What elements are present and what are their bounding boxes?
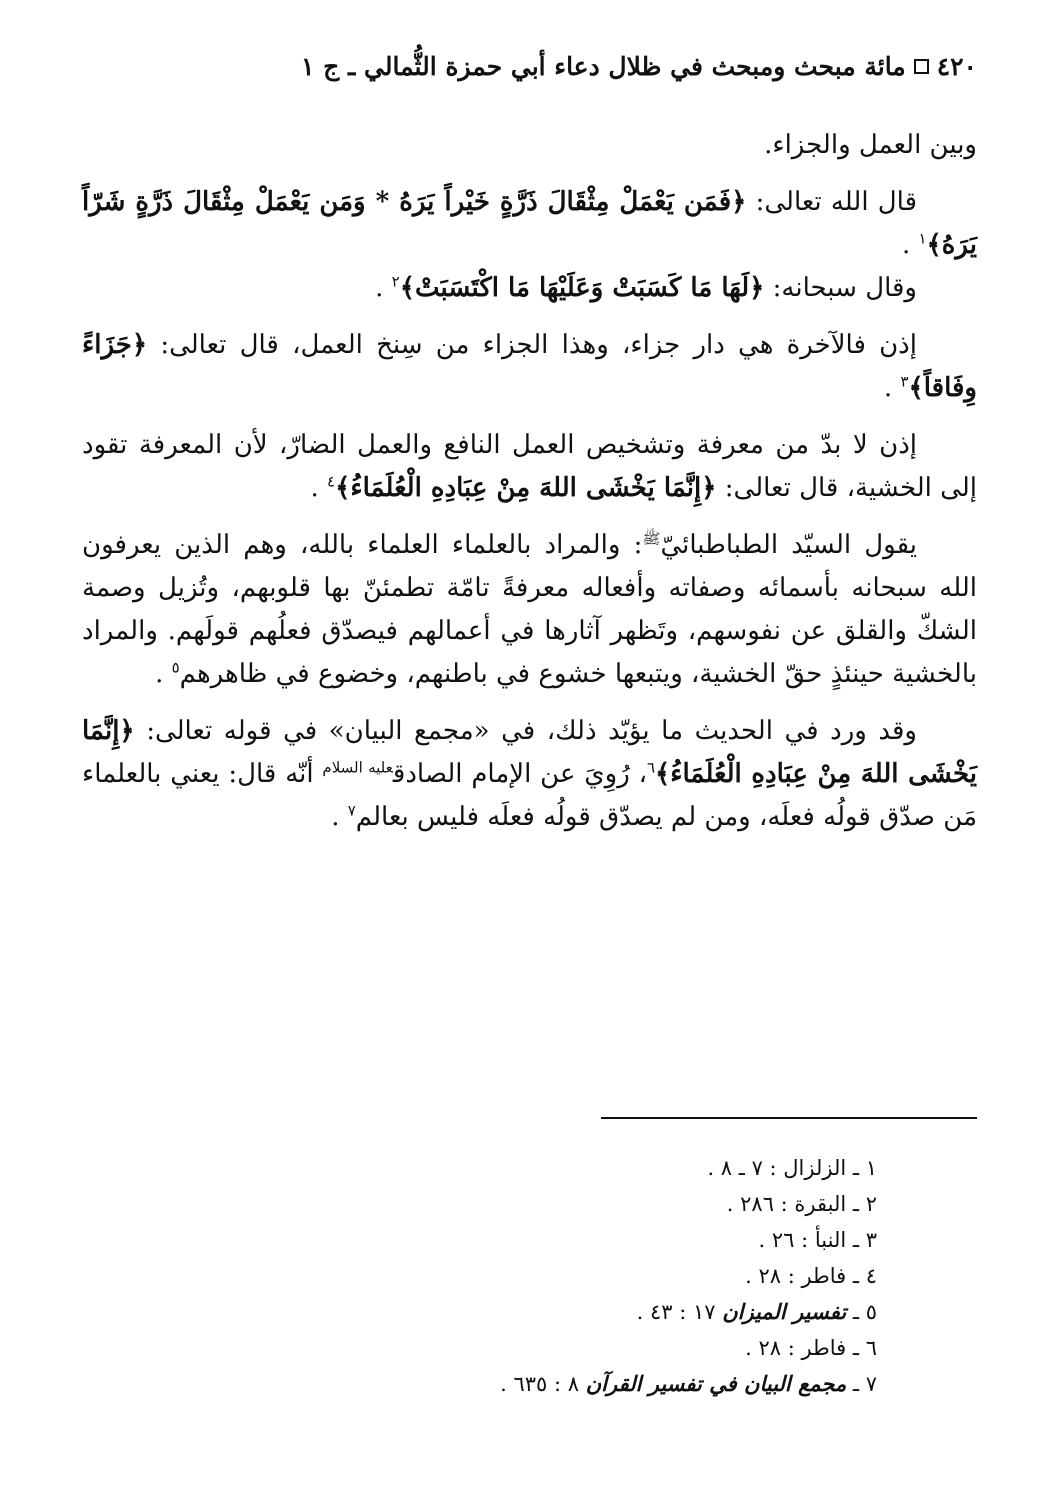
paragraph-6: يقول السيّد الطباطبائيّ$^ﷺ$: والمراد بالعلماء العلماء بالله، وهم الذين يعرفون الله سبحانه بأسمائه وصفاته وأفعاله معرفةً تامّة تطمئنّ بها قلوبهم، وتُزيل وصمة الشكّ والقلق عن نفوسهم، وتَظهر آثارها في أعمالهم فيصدّق فعلُهم قولَهم. والمراد بالخشية حينئذٍ حقّ الخشية، ويتبعها خشوع في باطنهم، وخضوع في ظاهرهم$^٥$ . [82,529,977,689]
footnotes-list [177,1150,877,1402]
page-number: ٤٢٠ [936,52,977,81]
footnote-marker: ٣ [900,372,909,391]
footnote-item: ٣ ـ النبأ : ٢٦ . [758,1228,877,1252]
quran-verse: ﴿لَهَا مَا كَسَبَتْ وَعَلَيْهَا مَا اكْتَسَبَتْ﴾ [399,273,765,303]
footnote-divider [601,1117,977,1119]
honorific-symbol: عليه السلام [322,758,393,777]
footnote-item: ٥ ـ تفسير الميزان ١٧ : ٤٣ . [636,1299,877,1324]
footnote-marker: ٤ [327,472,336,491]
paragraph-3: وقال سبحانه: ﴿لَهَا مَا كَسَبَتْ وَعَلَيْهَا مَا اكْتَسَبَتْ﴾$^٢$ . [375,272,917,303]
footnote-item: ١ ـ الزلزال : ٧ ـ ٨ . [707,1156,877,1180]
footnote-item: ٧ ـ مجمع البيان في تفسير القرآن ٨ : ٦٣٥ . [500,1371,877,1396]
footnote-item: ٦ ـ فاطر : ٢٨ . [745,1336,877,1360]
footnote-marker: ٧ [347,801,356,820]
source-title: تفسير الميزان [722,1299,847,1324]
running-header [301,52,977,81]
footnote-item: ٢ ـ البقرة : ٢٨٦ . [726,1192,877,1216]
source-title: مجمع البيان في تفسير القرآن [585,1371,847,1396]
running-title: مائة مبحث ومبحث في ظلال دعاء أبي حمزة الثُّمالي ـ ج ١ [301,52,906,81]
footnote-item: ٤ ـ فاطر : ٢٨ . [745,1264,877,1288]
main-text [82,124,977,853]
quran-verse: ﴿إِنَّمَا يَخْشَى اللهَ مِنْ عِبَادِهِ الْعُلَمَاءُ﴾ [82,716,977,789]
paragraph-7: وقد ورد في الحديث ما يؤيّد ذلك، في «مجمع البيان» في قوله تعالى: ﴿إِنَّمَا يَخْشَى اللهَ مِنْ عِبَادِهِ الْعُلَمَاءُ﴾$^٦$، رُوِيَ عن الإمام الصادق$^{عليه السلام}$ أنّه قال: يعني بالعلماء مَن صدّق قولُه فعلَه، ومن لم يصدّق قولُه فعلَه فليس بعالم$^٧$ . [82,716,977,832]
paragraph-4: إذن فالآخرة هي دار جزاء، وهذا الجزاء من سِنخ العمل، قال تعالى: ﴿جَزَاءً وِفَاقاً﴾$^٣$ . [82,330,977,403]
footnote-marker: ٦ [646,758,656,777]
paragraph-5: إذن لا بدّ من معرفة وتشخيص العمل النافع والعمل الضارّ، لأن المعرفة تقود إلى الخشية، قال تعالى: ﴿إِنَّمَا يَخْشَى اللهَ مِنْ عِبَادِهِ الْعُلَمَاءُ﴾$^٤$ . [82,430,977,503]
quran-verse: ﴿فَمَن يَعْمَلْ مِثْقَالَ ذَرَّةٍ خَيْراً يَرَهُ * وَمَن يَعْمَلْ مِثْقَالَ ذَرَّةٍ شَرّاً يَرَهُ﴾ [82,187,977,260]
footnote-marker: ٢ [391,272,400,291]
quran-verse: ﴿جَزَاءً وِفَاقاً﴾ [82,330,977,403]
square-ornament-icon [914,59,929,74]
quran-verse: ﴿إِنَّمَا يَخْشَى اللهَ مِنْ عِبَادِهِ الْعُلَمَاءُ﴾ [335,473,717,503]
paragraph-2: قال الله تعالى: ﴿فَمَن يَعْمَلْ مِثْقَالَ ذَرَّةٍ خَيْراً يَرَهُ * وَمَن يَعْمَلْ مِثْقَالَ ذَرَّةٍ شَرّاً يَرَهُ﴾$^١$ . [82,187,977,260]
footnote-marker: ٥ [171,658,180,677]
footnote-marker: ١ [918,229,927,248]
honorific-symbol: ﷺ [642,529,661,548]
paragraph-1: وبين العمل والجزاء. [764,130,977,160]
